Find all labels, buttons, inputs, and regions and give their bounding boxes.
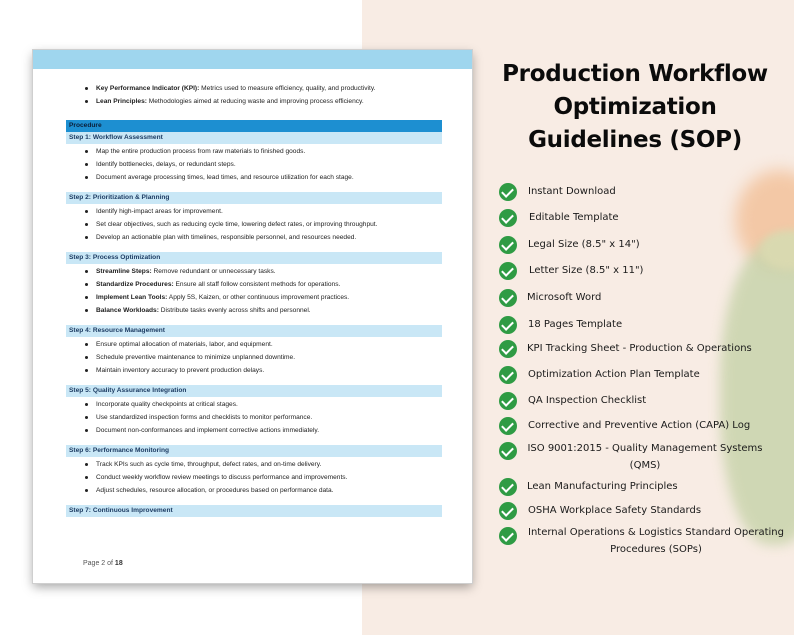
feature-text: Instant Download [528,186,616,197]
item-term: Implement Lean Tools: [96,294,168,301]
step-heading: Step 4: Resource Management [66,325,442,337]
step-heading: Step 1: Workflow Assessment [66,132,442,144]
feature-text: KPI Tracking Sheet - Production & Operations [527,343,752,354]
list-item [96,484,442,497]
spacer [66,437,442,445]
step-heading: Step 2: Prioritization & Planning [66,192,442,204]
list-item [96,205,442,218]
item-text: Identify high-impact areas for improvement. [96,208,223,215]
step-list [66,145,442,184]
item-text: Track KPIs such as cycle time, throughput, defect rates, and on-time delivery. [96,461,322,468]
list-item [96,95,442,108]
check-icon [499,236,517,254]
item-text: Apply 5S, Kaizen, or other continuous improvement practices. [167,294,350,301]
spacer [66,184,442,192]
check-icon [499,366,517,384]
feature-text: Corrective and Preventive Action (CAPA) Log [528,420,751,431]
document-body [33,69,472,517]
check-icon [499,262,517,280]
step-list [66,205,442,244]
check-icon [499,392,517,410]
spacer [66,244,442,252]
item-text: Maintain inventory accuracy to prevent production delays. [96,367,265,374]
feature-text: OSHA Workplace Safety Standards [528,505,702,516]
spacer [66,69,442,82]
list-item [96,364,442,377]
feature-text: Lean Manufacturing Principles [527,481,678,492]
step-list [66,265,442,317]
item-text: Set clear objectives, such as reducing cycle time, lowering defect rates, or improving throughput. [96,221,378,228]
step-list [66,458,442,497]
item-text: Methodologies aimed at reducing waste and improving process efficiency. [146,98,364,105]
list-item [96,338,442,351]
item-text: Document non-conformances and implement corrective actions immediately. [96,427,320,434]
feature-text: Optimization Action Plan Template [528,369,700,380]
spacer [66,497,442,505]
procedure-heading: Procedure [66,120,442,132]
item-text: Incorporate quality checkpoints at critical stages. [96,401,238,408]
list-item [96,158,442,171]
list-item [96,278,442,291]
list-item [96,171,442,184]
list-item [96,351,442,364]
product-title [485,58,785,157]
check-icon [499,442,517,460]
list-item [96,411,442,424]
feature-text: QA Inspection Checklist [528,395,647,406]
item-text: Metrics used to measure efficiency, quality, and productivity. [199,85,376,92]
list-item [96,145,442,158]
feature-text: Legal Size (8.5" x 14") [528,239,640,250]
check-icon [499,289,517,307]
title-line: Optimization [553,94,717,120]
step-heading: Step 3: Process Optimization [66,252,442,264]
step-list [66,398,442,437]
item-term: Key Performance Indicator (KPI): [96,85,200,92]
item-text: Ensure all staff follow consistent methods for operations. [173,281,341,288]
list-item [96,398,442,411]
item-text: Identify bottlenecks, delays, or redundant steps. [96,161,236,168]
item-term: Balance Workloads: [96,307,159,314]
list-item [96,218,442,231]
item-term: Standardize Procedures: [96,281,174,288]
feature-text: Internal Operations & Logistics Standard Operating Procedures (SOPs) [528,527,784,555]
feature-text: Microsoft Word [527,292,602,303]
item-text: Distribute tasks evenly across shifts and personnel. [158,307,311,314]
check-icon [499,527,517,545]
list-item [96,424,442,437]
check-icon [499,316,517,334]
step-heading: Step 5: Quality Assurance Integration [66,385,442,397]
step-heading: Step 6: Performance Monitoring [66,445,442,457]
step-heading: Step 7: Continuous Improvement [66,505,442,517]
title-line: Guidelines (SOP) [528,127,742,153]
item-text: Document average processing times, lead times, and resource utilization for each stage. [96,174,354,181]
check-icon [499,478,517,496]
item-text: Use standardized inspection forms and checklists to monitor performance. [96,414,313,421]
step-list [66,338,442,377]
item-text: Ensure optimal allocation of materials, labor, and equipment. [96,341,273,348]
document-preview [33,50,472,583]
page-number: Page 2 of 18 [83,560,123,567]
item-term: Streamline Steps: [96,268,152,275]
item-term: Lean Principles: [96,98,147,105]
feature-text: 18 Pages Template [528,319,623,330]
item-text: Develop an actionable plan with timelines, responsible personnel, and resources needed. [96,234,357,241]
item-text: Conduct weekly workflow review meetings to discuss performance and improvements. [96,474,348,481]
item-text: Map the entire production process from raw materials to finished goods. [96,148,306,155]
feature-text: Letter Size (8.5" x 11") [529,265,644,276]
check-icon [499,417,517,435]
list-item [96,291,442,304]
feature-text: Editable Template [529,212,619,223]
item-text: Schedule preventive maintenance to minimize unplanned downtime. [96,354,296,361]
check-icon [499,340,517,358]
item-text: Adjust schedules, resource allocation, or procedures based on performance data. [96,487,334,494]
spacer [66,317,442,325]
check-icon [499,502,517,520]
check-icon [499,183,517,201]
list-item [96,471,442,484]
list-item [96,231,442,244]
spacer [66,377,442,385]
list-item [96,82,442,95]
item-text: Remove redundant or unnecessary tasks. [151,268,276,275]
check-icon [499,209,517,227]
title-line: Production Workflow [502,61,768,87]
intro-list [66,82,442,108]
list-item [96,458,442,471]
list-item [96,265,442,278]
list-item [96,304,442,317]
feature-text: ISO 9001:2015 - Quality Management Systems (QMS) [527,443,763,471]
document-header-bar [33,50,472,69]
